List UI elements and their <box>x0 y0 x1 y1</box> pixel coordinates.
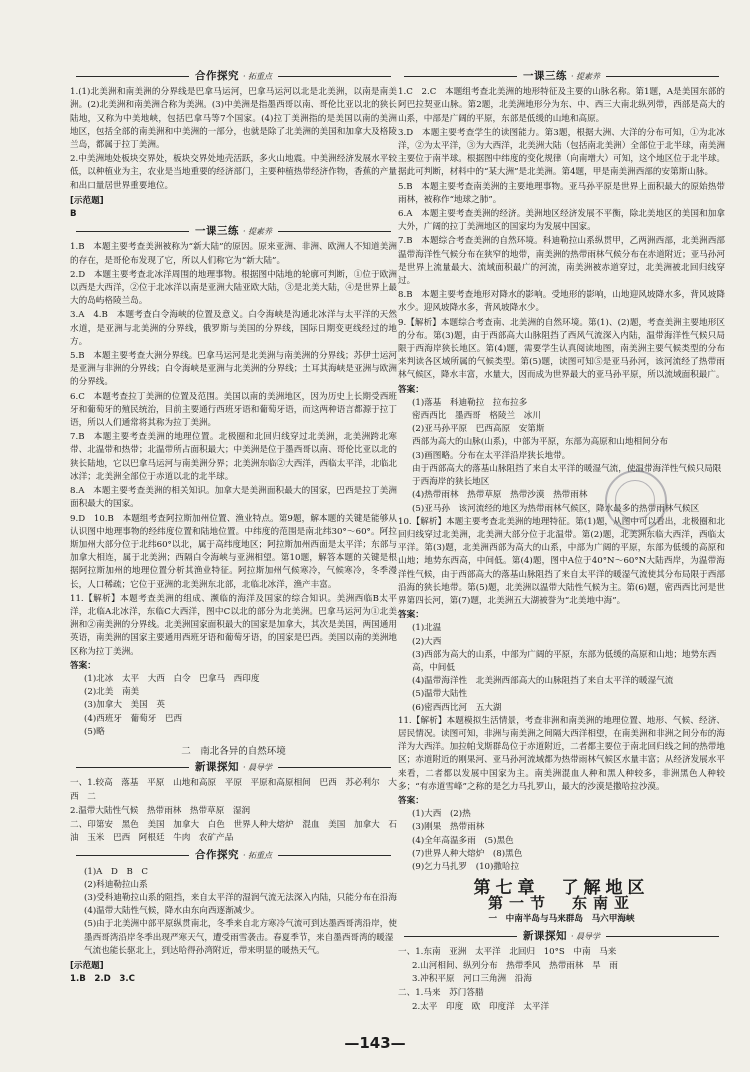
section-header-new-lesson <box>70 761 397 774</box>
answer-label: 答案： <box>398 384 424 395</box>
answer-line: (5)略 <box>84 726 105 737</box>
question-answer: 9.D 10.B 本题组考查阿拉斯加州位置、渔业特点。第9题，解本题的关键是能够从认识图中地理事物的经纬度位置和陆地位置。中纬度的范围是南北纬30°～60°。阿拉斯加州大部分位于北纬60°以北，属于高纬度地区；阿拉斯加州西面是太平洋；东部与加拿大相连，属于北美洲；西隔白令海峡与亚洲相望。第10题，解答本题的关键是根据阿拉斯加州的地理位置分析其渔业特征。阿拉斯加州气候寒冷，气候寒冷，冬季漫长，人口稀疏；它位于亚洲的北美洲东北部，北临北冰洋，渔产丰富。 <box>70 513 397 590</box>
answer-line: (2)大西 <box>412 636 442 647</box>
section-header-title: 新课探知 <box>522 929 567 942</box>
answer-line: (9)乞力马扎罗 (10)撒哈拉 <box>412 861 520 872</box>
question-answer: 10.【解析】本题主要考查北美洲的地理特征。第(1)题，从图中可以看出，北极圈和北回归线穿过北美洲，北美洲大部分位于北温带。第(2)题，北美洲东临大西洋，西临太平洋。第(3)题，北美洲西部为高大的山系，中部为广阔的平原，东部为低缓的高原和山地；地势东西高，中间低。第(4)题，图中A位于40°N～60°N大陆西岸，为温带海洋性气候，由于西部高大的落基山脉阻挡了来自太平洋的暖湿气流使其分布局限于西部沿海的狭长地带。第(5)题，北美洲以温带大陆性气候为主。第(6)题，密西西比河是世界第四长河，第(7)题，北美洲五大湖被誉为“北美地中海”。 <box>398 516 725 606</box>
section-header-title: 一课三练 <box>522 70 567 82</box>
section-header-title: 新课探知 <box>194 761 239 774</box>
answer-paragraph: 一、1.较高 落基 平原 山地和高原 平原 平原和高原相间 巴西 苏必利尔 大西 二 <box>70 778 397 802</box>
answer-label: 答案： <box>398 610 424 621</box>
section-header-sub: · 拓重点 <box>242 851 273 861</box>
answer-line: 由于西部高大的落基山脉阻挡了来自太平洋的暖湿气流，使温带海洋性气候只局限于西海岸的狭长地区 <box>412 463 722 488</box>
answer-line: (7)世界人种大熔炉 (8)黑色 <box>412 848 523 859</box>
answer-label: 答案： <box>398 795 424 806</box>
question-answer: 5.B 本题主要考查大洲分界线。巴拿马运河是北美洲与南美洲的分界线；苏伊士运河是亚洲与非洲的分界线；白令海峡是亚洲与北美洲的分界线；土耳其海峡是亚洲与欧洲的分界线。 <box>70 351 397 388</box>
answer-line: (3)受科迪勒拉山系的阻挡，来自太平洋的湿润气流无法深入内陆，只能分布在沿海 <box>84 892 397 903</box>
answer-paragraph: 二、1.马来 苏门答腊 <box>398 987 484 998</box>
answer-line: (1)北冰 太平 大西 白令 巴拿马 西印度 <box>84 673 260 684</box>
answer-paragraph: 1.(1)北美洲和南美洲的分界线是巴拿马运河，巴拿马运河以北是北美洲，以南是南美洲。(2)北美洲和南美洲合称为美洲。(3)中美洲是指墨西哥以南、哥伦比亚以北的狭长陆地，又称为中美地峡，包括巴拿马等7个国家。(4)拉丁美洲指的是美国以南的美洲地区，包括全部的南美洲和中美洲的一部分，也就是除了北美洲的美国和加拿大及格陵兰岛，都属于拉丁美洲。 <box>70 87 397 151</box>
answer-line: (2)科迪勒拉山系 <box>84 879 148 890</box>
answer-line: (1)北温 <box>412 623 442 634</box>
question-answer: 6.C 本题考查拉丁美洲的位置及范围。美国以南的美洲地区，因为历史上长期受西班牙和葡萄牙的殖民统治，目前主要通行西班牙语和葡萄牙语，而这两种语言都源于拉丁语，所以人们通常将其称为拉丁美洲。 <box>70 391 397 429</box>
answer-line: 西部为高大的山脉(山系)，中部为平原，东部为高原和山地相间分布 <box>412 437 668 448</box>
section-header-cooperative-2 <box>70 849 397 862</box>
answer-line: (4)热带雨林 热带草原 热带沙漠 热带雨林 <box>412 490 588 501</box>
question-answer: 7.B 本题综合考查美洲的自然环境。科迪勒拉山系纵贯甲，乙两洲西部，北美洲西部温带海洋性气候分布在狭窄的地带，南美洲的热带雨林气候分布在赤道附近；亚马孙河是世界上流量最大、流域面积最广的河流，南美洲被赤道穿过，北美洲被北回归线穿过。 <box>398 236 725 287</box>
answer-label: 答案： <box>70 660 96 671</box>
answer-line: (2)亚马孙平原 巴西高原 安第斯 <box>412 424 545 435</box>
question-answer: 2.D 本题主要考查北冰洋周围的地理事物。根据图中陆地的轮廓可判断，①位于欧洲以西是大西洋，②位于北冰洋以南是亚洲大陆亚欧大陆，③是北美大陆，④是世界上最大的岛屿格陵兰岛。 <box>70 269 397 307</box>
question-answer: 1.B 本题主要考查美洲被称为“新大陆”的原因。原来亚洲、非洲、欧洲人不知道美洲的存在，是哥伦布发现了它，所以人们称它为“新大陆”。 <box>70 242 397 266</box>
answer-paragraph: 2.温带大陆性气候 热带雨林 热带草原 湿润 <box>70 805 251 816</box>
answer-line: (3)加拿大 美国 英 <box>84 700 165 711</box>
lesson-heading: 二 南北各异的自然环境 <box>181 745 286 757</box>
demo-answer: 1.B 2.D 3.C <box>70 974 135 985</box>
answer-line: 密西西比 墨西哥 格陵兰 冰川 <box>412 411 541 422</box>
answer-paragraph: 二、印第安 黑色 美国 加拿大 白色 世界人种大熔炉 混血 美国 加拿大 石油 玉米 巴西 阿根廷 牛肉 农矿产品 <box>70 819 397 844</box>
section-header-sub: · 拓重点 <box>242 72 273 81</box>
section-header-sub: · 晨导学 <box>242 763 273 773</box>
question-answer: 1.C 2.C 本题组考查北美洲的地形特征及主要的山脉名称。第1题，A是美国东部的阿巴拉契亚山脉。第2题，北美洲地形分为东、中、西三大南北纵列带，西部是高大的山系，中部是广阔的平原，东部是低缓的山地和高原。 <box>398 87 725 124</box>
answer-line: (4)温带海洋性 北美洲西部高大的山脉阻挡了来自太平洋的暖湿气流 <box>412 676 674 687</box>
seal-stamp-icon <box>605 470 667 532</box>
answer-line: 2.太平 印度 欧 印度洋 太平洋 <box>412 1001 550 1012</box>
section-header-title: 一课三练 <box>194 225 239 238</box>
answer-paragraph: 2.中美洲地处板块交界处，板块交界处地壳活跃，多火山地震。中美洲经济发展水平较低，以种植业为主，农业是当地重要的经济部门，主要种植热带经济作物，香蕉的产量和出口量居世界重要地位。 <box>70 154 397 191</box>
answer-line: (4)温带大陆性气候，降水由东向西逐渐减少。 <box>84 906 260 917</box>
demo-title: [示范题] <box>70 961 104 971</box>
answer-line: (4)西班牙 葡萄牙 巴西 <box>84 713 183 724</box>
question-answer: 3.D 本题主要考查学生的读图能力。第3题，根据大洲、大洋的分布可知，①为北冰洋，②为太平洋，③为大西洋，北美洲大陆（包括南北美洲）全部位于北半球，南美洲主要位于南半球。根据图中纬度的变化规律（向南增大）可知，这个地区位于北半球。据此可判断，材料中的“某大洲”是北美洲。第4题，甲是南美洲西部的安第斯山脉。 <box>398 127 725 178</box>
question-answer: 11.【解析】本题模拟生活情景，考查非洲和南美洲的地理位置、地形、气候、经济、居民情况。读图可知，非洲与南美洲之间隔大西洋相望，在南美洲和非洲之间分布的海洋为大西洋。加拉帕戈斯群岛位于赤道附近，二者都主要位于南北回归线之间的热带地区；赤道附近的刚果河、亚马孙河流域都为热带雨林气候区水量丰富；从经济发展水平来看，二者都以发展中国家为主。南美洲混血人种和黑人种较多，非洲黑色人种较多；“有赤道雪峰”之称的是乞力马扎罗山，最大的沙漠是撒哈拉沙漠。 <box>398 715 725 792</box>
answer-line: (4)全年高温多雨 (5)黑色 <box>412 835 514 846</box>
section-header-practice-1 <box>70 225 397 238</box>
answer-line: (2)北美 南美 <box>84 687 140 698</box>
section-header-cooperative-1 <box>70 70 397 83</box>
section-header-sub: · 提素养 <box>242 227 273 237</box>
question-answer: 5.B 本题主要考查南美洲的主要地理事物。亚马孙平原是世界上面积最大的原始热带雨林，被称作“地球之肺”。 <box>398 181 725 205</box>
answer-line: (1)落基 科迪勒拉 拉布拉多 <box>412 397 528 408</box>
right-column <box>398 70 725 1014</box>
question-answer: 7.B 本题主要考查美洲的地理位置。北极圈和北回归线穿过北美洲，北美洲跨北寒带、北温带和热带；北温带所占面积最大；中美洲是位于墨西哥以南、哥伦比亚以北的狭长陆地，它以巴拿马运河与南美洲分界；北美洲东临②大西洋，西临太平洋，北临北冰洋；北美洲全部位于赤道以北的北半球。 <box>70 432 397 482</box>
section-header-title: 合作探究 <box>194 70 239 82</box>
answer-line: (3)西部为高大的山系，中部为广阔的平原，东部为低缓的高原和山地；地势东西高，中间低 <box>412 649 717 673</box>
answer-line: (5)由于北美洲中部平原纵贯南北，冬季来自北方寒冷气流可到达墨西哥湾沿岸，使墨西哥湾沿岸冬季出现严寒天气，遭受雨雪袭击。春夏季节，来自墨西哥湾的暖湿气流也能长驱北上，到达哈得孙湾附近，带来明显的暖热天气。 <box>84 919 397 956</box>
question-answer: 3.A 4.B 本题考查白令海峡的位置及意义。白令海峡是沟通北冰洋与太平洋的天然水道，是亚洲与北美洲的分界线，俄罗斯与美国的分界线，国际日期变更线经过的地方。 <box>70 310 397 347</box>
demo-answer: B <box>70 209 77 220</box>
answer-line: (3)画图略。分布在太平洋沿岸狭长地带。 <box>412 450 571 461</box>
chapter-title: 第七章 了解地区 <box>473 878 650 899</box>
answer-line: (6)密西西比河 五大湖 <box>412 702 502 713</box>
answer-line: (5)温带大陆性 <box>412 689 468 700</box>
demo-title: [示范题] <box>70 195 104 206</box>
answer-line: (3)刚果 热带雨林 <box>412 822 485 833</box>
section-header-sub: · 提素养 <box>570 72 601 81</box>
section-header-new-lesson-2 <box>398 930 725 943</box>
section-header-practice-2 <box>398 70 725 83</box>
answer-line: (1)大西 (2)热 <box>412 809 471 820</box>
question-answer: 8.B 本题主要考查地形对降水的影响。受地形的影响，山地迎风坡降水多，背风坡降水少。迎风坡降水多，背风坡降水少。 <box>398 290 725 314</box>
answer-line: 3.冲积平原 河口三角洲 沿海 <box>412 974 532 985</box>
answer-paragraph: 一、1.东南 亚洲 太平洋 北回归 10°S 中南 马来 <box>398 947 617 957</box>
left-column <box>70 70 397 986</box>
question-answer: 8.A 本题主要考查美洲的相关知识。加拿大是美洲面积最大的国家，巴西是拉丁美洲面积最大的国家。 <box>70 486 397 510</box>
lesson-title: 一 中南半岛与马来群岛 马六甲海峡 <box>488 913 635 924</box>
page-number: —143— <box>344 1034 406 1052</box>
section-header-sub: · 晨导学 <box>570 931 601 941</box>
question-answer: 6.A 本题主要考查美洲的经济。美洲地区经济发展不平衡，除北美地区的美国和加拿大外，广阔的拉丁美洲地区的国家均为发展中国家。 <box>398 209 725 233</box>
section-header-title: 合作探究 <box>194 849 239 862</box>
answer-line: 2.山河相间、纵列分布 热带季风 热带雨林 旱 雨 <box>412 961 618 972</box>
question-answer: 9.【解析】本题综合考查南、北美洲的自然环境。第(1)、(2)题，考查美洲主要地形区的分布。第(3)题，由于西部高大山脉阻挡了西风气流深入内陆，温带海洋性气候只局限于西海岸狭长地区。第(4)题，需要学生认真阅读地图，南美洲主要气候类型的分布来判读各区域所属的气候类型。第(5)题，读图可知⑤是亚马孙河，该河流经了热带雨林气候区，降水丰富，水量大，因而成为世界最大的亚马孙平原，所以流域面积最广。 <box>398 317 725 381</box>
answer-line: (5)亚马孙 该河流经的地区为热带雨林气候区，降水最多的热带雨林气候区 <box>412 503 700 514</box>
question-answer: 11.【解析】本题考查美洲的组成、濒临的海洋及国家的综合知识。美洲西临B太平洋，北临A北冰洋，东临C大西洋，图中C以北的部分为北美洲。巴拿马运河为①北美洲和②南美洲的分界线。北美洲国家面积最大的国家是加拿大，其次是美国，两国通用英语，南美洲的国家主要通用西班牙语和葡萄牙语，的国家是巴西。美国以南的美洲地区称为拉丁美洲。 <box>70 593 397 657</box>
section-title: 第一节 东南亚 <box>487 894 635 913</box>
answer-line: (1)A D B C <box>84 866 148 877</box>
